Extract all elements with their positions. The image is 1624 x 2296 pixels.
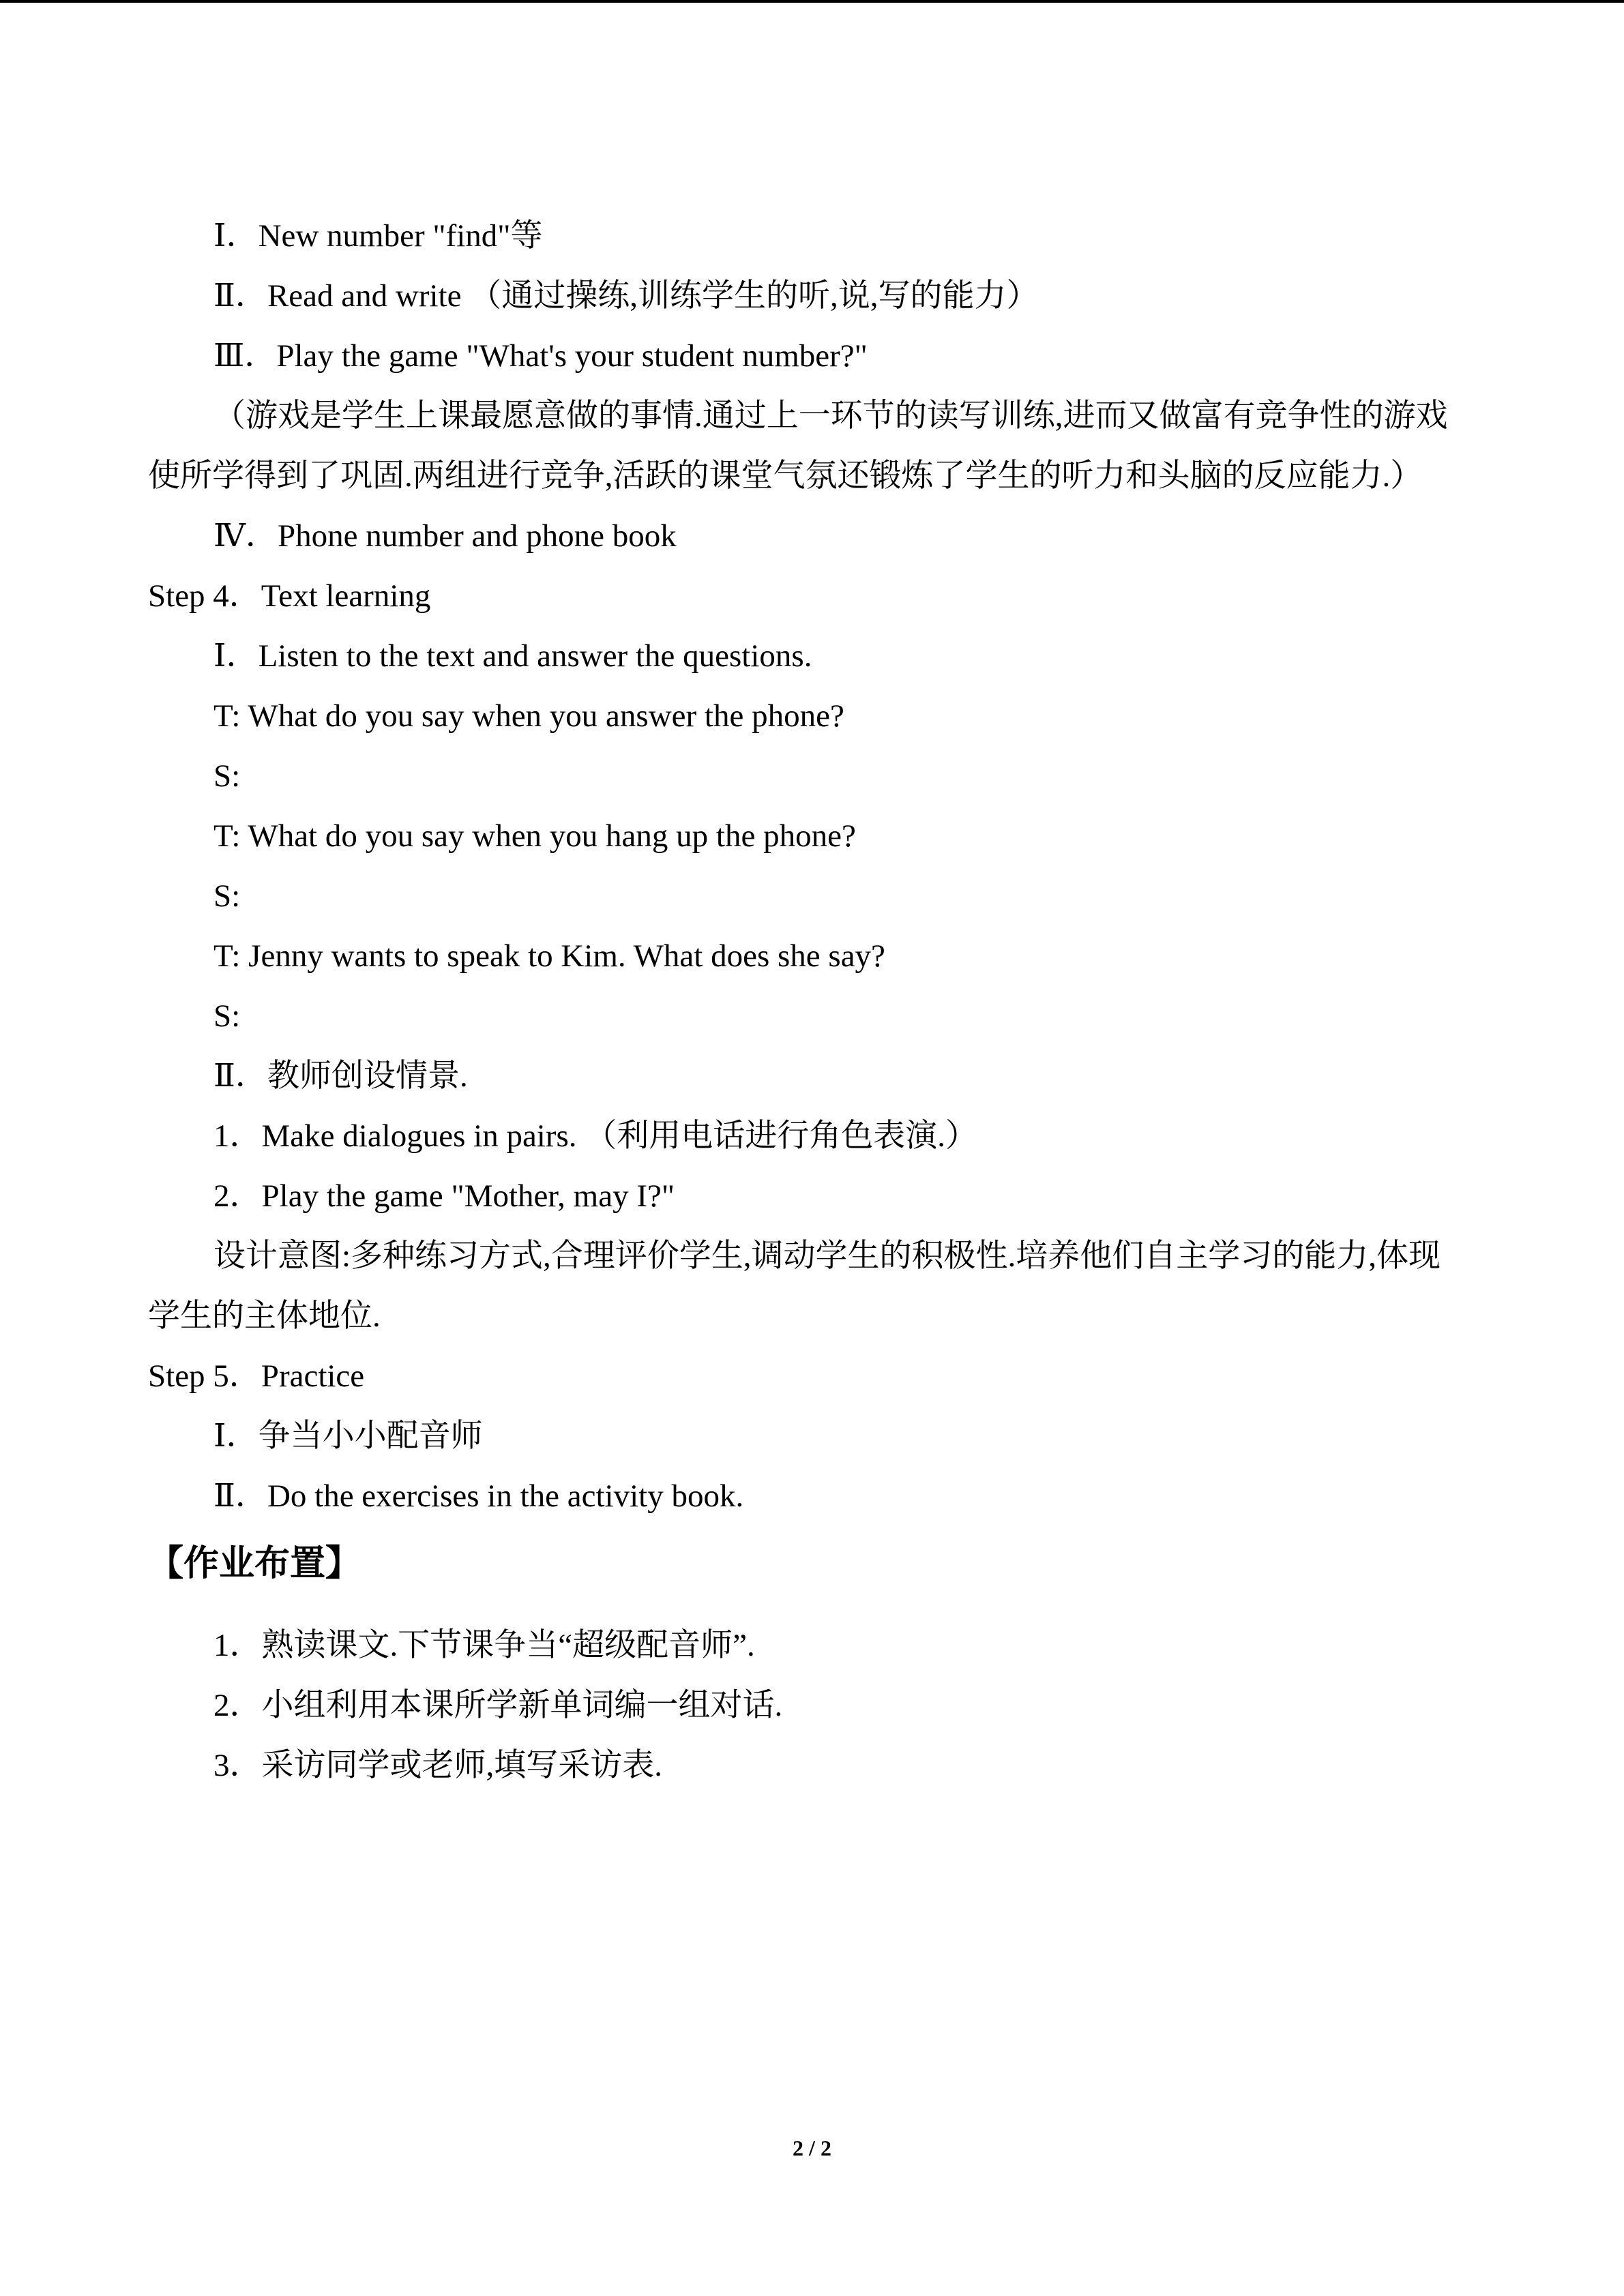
dialogue-line: S: [213,878,241,914]
dialogue-line: S: [213,998,241,1034]
dialogue-line: T: What do you say when you hang up the phone? [213,818,856,854]
homework-item: 1．熟读课文.下节课争当“超级配音师”. [213,1628,755,1663]
game-note-line-1: （游戏是学生上课最愿意做的事情.通过上一环节的读写训练,进而又做富有竞争性的游戏 [213,398,1448,434]
step-5-item-1: Ⅰ．争当小小配音师 [213,1418,483,1454]
lesson-content [0,206,1624,1795]
dialogue-line: T: Jenny wants to speak to Kim. What does she say? [213,938,885,974]
step-4-part-2: Ⅱ．教师创设情景. [213,1058,468,1094]
step-5-item-2: Ⅱ．Do the exercises in the activity book. [213,1478,744,1514]
homework-item: 2．小组利用本课所学新单词编一组对话. [213,1688,783,1723]
homework-item: 3．采访同学或老师,填写采访表. [213,1748,662,1783]
game-note-line-2: 使所学得到了巩固.两组进行竞争,活跃的课堂气氛还锻炼了学生的听力和头脑的反应能力.） [148,458,1423,494]
page-number: 2 / 2 [793,2136,831,2160]
design-intent-line-1: 设计意图:多种练习方式,合理评价学生,调动学生的积极性.培养他们自主学习的能力,体现 [213,1238,1441,1274]
number-practice-item-3: Ⅲ．Play the game "What's your student number?" [213,338,868,374]
activity-item: 2．Play the game "Mother, may I?" [213,1178,675,1214]
dialogue-line: S: [213,758,241,794]
homework-list [0,1615,1624,1795]
homework-heading: 【作业布置】 [148,1543,361,1584]
design-intent-line-2: 学生的主体地位. [148,1298,381,1334]
page-top-border [0,0,1624,3]
step-4-part-1: Ⅰ．Listen to the text and answer the questions. [213,638,812,674]
step-4-heading: Step 4．Text learning [148,578,431,614]
number-practice-item-4: Ⅳ．Phone number and phone book [213,518,677,554]
number-practice-item-2: Ⅱ．Read and write （通过操练,训练学生的听,说,写的能力） [213,278,1039,314]
dialogue-line: T: What do you say when you answer the phone? [213,698,844,734]
number-practice-item-1: Ⅰ．New number "find"等 [213,218,543,254]
activity-item: 1．Make dialogues in pairs. （利用电话进行角色表演.） [213,1118,978,1154]
step-5-heading: Step 5．Practice [148,1358,365,1394]
